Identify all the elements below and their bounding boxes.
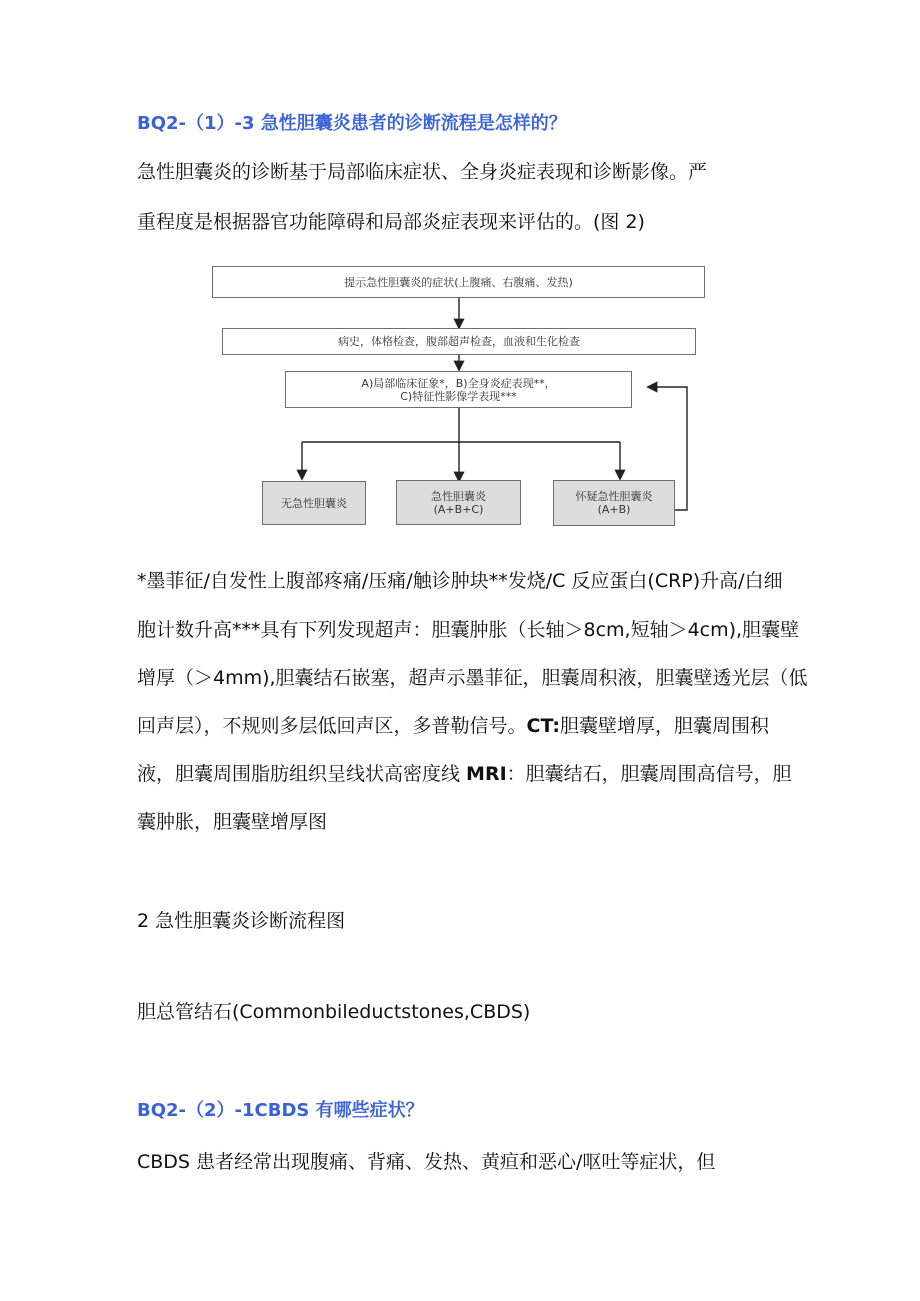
notes-line xyxy=(137,762,792,786)
outcome-no-cholecystitis xyxy=(262,481,366,525)
notes-line: 增厚（＞4mm),胆囊结石嵌塞，超声示墨菲征，胆囊周积液，胆囊壁透光层（低 xyxy=(137,667,808,689)
notes-text: 回声层），不规则多层低回声区，多普勒信号。 xyxy=(137,715,527,737)
notes-text: 胆囊壁增厚，胆囊周围积 xyxy=(559,715,769,737)
notes-line: *墨菲征/自发性上腹部疼痛/压痛/触诊肿块**发烧/C 反应蛋白(CRP)升高/白细 xyxy=(137,570,783,592)
diagnosis-flowchart xyxy=(205,262,705,534)
outcome-no-label: 无急性胆囊炎 xyxy=(281,496,347,510)
outcome-suspected-label: 怀疑急性胆囊炎 xyxy=(575,490,653,503)
outcome-suspected-criteria: (A+B) xyxy=(597,503,631,516)
paragraph-line: 重程度是根据器官功能障碍和局部炎症表现来评估的。(图 2) xyxy=(137,211,645,233)
flowchart-box-exams-label: 病史，体格检查，腹部超声检查，血液和生化检查 xyxy=(338,335,580,348)
section-heading-diagnosis: BQ2-（1）-3 急性胆囊炎患者的诊断流程是怎样的？ xyxy=(137,113,567,134)
flowchart-box-exams xyxy=(222,328,696,355)
paragraph-line: 急性胆囊炎的诊断基于局部临床症状、全身炎症表现和诊断影像。严 xyxy=(137,161,708,183)
criteria-line1: A)局部临床征象*，B)全身炎症表现**， xyxy=(361,376,556,390)
outcome-acute-criteria: (A+B+C) xyxy=(433,502,484,516)
notes-line xyxy=(137,714,769,738)
flowchart-box-criteria xyxy=(285,371,632,408)
notes-line: 胞计数升高***具有下列发现超声：胆囊肿胀（长轴＞8cm,短轴＞4cm),胆囊壁 xyxy=(137,619,800,641)
section-title-cbds: 胆总管结石(Commonbileductstones,CBDS) xyxy=(137,1001,531,1023)
figure-caption: 2 急性胆囊炎诊断流程图 xyxy=(137,910,346,932)
mri-label: MRI xyxy=(466,763,507,785)
paragraph-line: CBDS 患者经常出现腹痛、背痛、发热、黄疸和恶心/呕吐等症状，但 xyxy=(137,1151,716,1173)
section-heading-cbds: BQ2-（2）-1CBDS 有哪些症状？ xyxy=(137,1100,424,1121)
notes-line: 囊肿胀，胆囊壁增厚图 xyxy=(137,811,328,833)
ct-label: CT: xyxy=(526,715,560,737)
flowchart-box-symptoms: 提示急性胆囊炎的症状(上腹痛、右腹痛、发热) xyxy=(212,266,705,298)
outcome-suspected-cholecystitis xyxy=(553,480,675,526)
criteria-line2: C)特征性影像学表现*** xyxy=(400,389,517,403)
outcome-acute-cholecystitis xyxy=(396,480,521,525)
notes-text: ：胆囊结石，胆囊周围高信号，胆 xyxy=(506,763,792,785)
outcome-acute-label: 急性胆囊炎 xyxy=(431,489,486,503)
notes-text: 液，胆囊周围脂肪组织呈线状高密度线 xyxy=(137,763,467,785)
